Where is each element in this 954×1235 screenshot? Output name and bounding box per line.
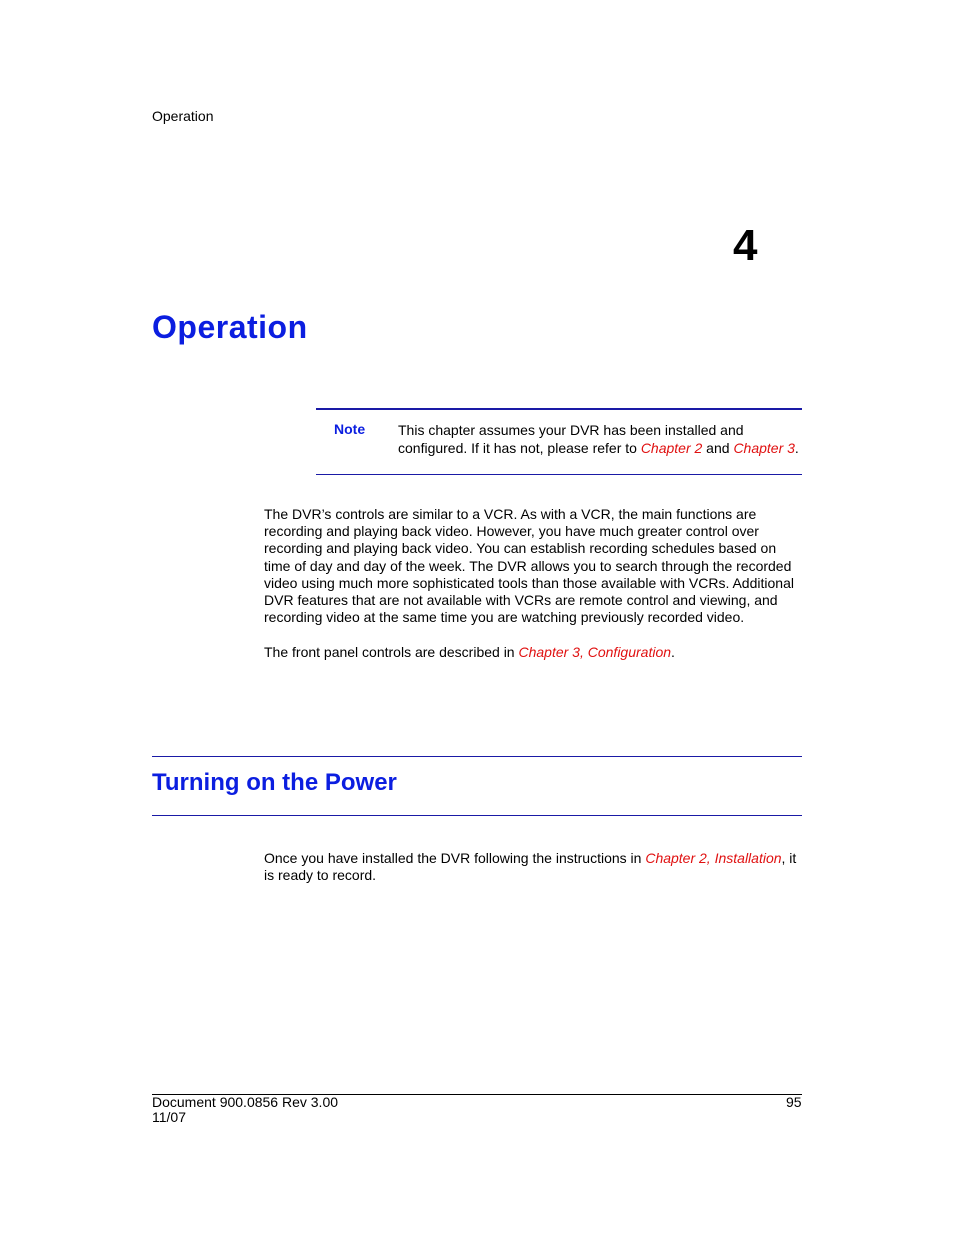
power-paragraph: [264, 850, 804, 884]
link-chapter-2-installation[interactable]: Chapter 2, Installation: [645, 850, 782, 866]
note-text: [398, 421, 802, 457]
link-chapter-3-configuration[interactable]: Chapter 3, Configuration: [518, 644, 672, 660]
note-text-before: This chapter assumes your DVR has been installed and configured. If it has not, please refer to: [398, 422, 744, 456]
running-head: Operation: [152, 108, 214, 124]
footer-document: Document 900.0856 Rev 3.00: [152, 1094, 339, 1110]
power-text: Once you have installed the DVR following the instructions in: [264, 850, 646, 866]
footer-date: 11/07: [152, 1109, 186, 1125]
chapter-title: Operation: [152, 309, 308, 345]
chapter-number: 4: [733, 221, 758, 270]
front-panel-text-after: .: [671, 644, 675, 660]
note-text-middle: and: [702, 440, 734, 456]
power-text-after: , it is ready to record.: [264, 850, 797, 884]
intro-paragraph: The DVR’s controls are similar to a VCR. As with a VCR, the main functions are recording and playing back video. However, you have much greater control over recording and playing back video. You can establish recording schedules based on time of day and day of the week. The DVR allows you to search through the recorded video using much more sophisticated tools than those available with VCRs. Additional DVR features that are not available with VCRs are remote control and viewing, and recording video at the same time you are watching previously recorded video.: [264, 506, 794, 626]
section-title: Turning on the Power: [152, 769, 397, 796]
section-rule-top: [152, 756, 802, 757]
front-panel-paragraph: [264, 644, 804, 661]
link-chapter-2[interactable]: Chapter 2: [640, 440, 703, 456]
front-panel-text: The front panel controls are described in: [264, 644, 519, 660]
page-number: 95: [786, 1094, 802, 1110]
section-rule-bottom: [152, 815, 802, 816]
note-label: Note: [334, 421, 366, 437]
note-text-after: .: [794, 440, 799, 456]
link-chapter-3[interactable]: Chapter 3: [733, 440, 795, 456]
